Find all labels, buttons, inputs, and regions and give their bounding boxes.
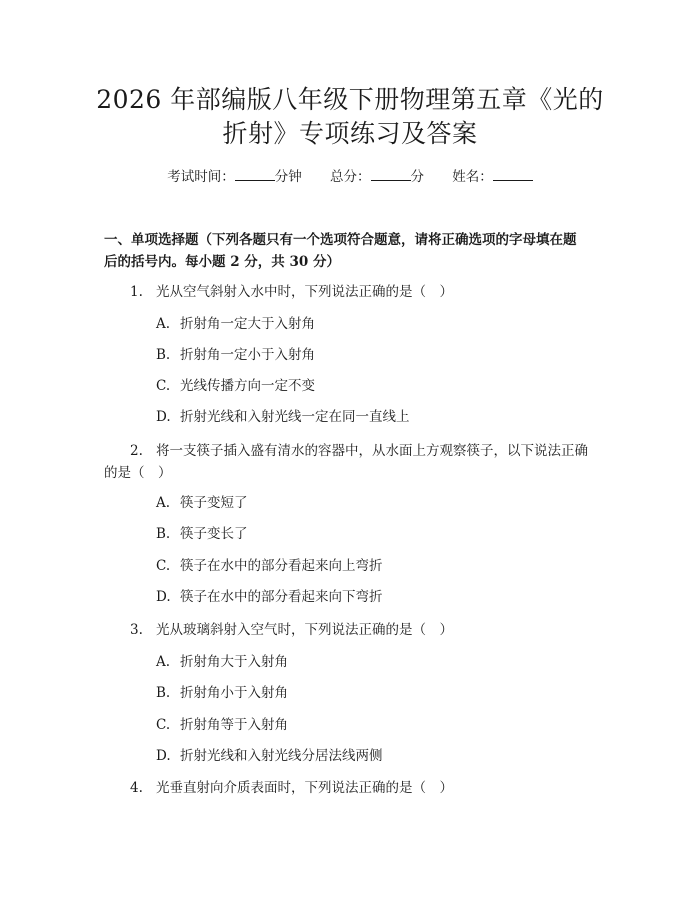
option-1b	[156, 344, 315, 366]
option-text: 筷子在水中的部分看起来向上弯折	[180, 558, 383, 574]
option-2a	[156, 492, 248, 514]
student-name	[452, 169, 533, 185]
option-text: 折射角大于入射角	[180, 654, 288, 670]
option-letter: B.	[156, 347, 171, 363]
option-text: 筷子变短了	[180, 495, 248, 511]
exam-time-label: 考试时间：	[167, 169, 235, 185]
option-letter: A.	[156, 654, 171, 670]
exam-time	[167, 169, 306, 185]
option-1c	[156, 375, 315, 397]
exam-meta	[0, 166, 700, 188]
question-number: 2.	[130, 443, 143, 459]
option-text: 折射角一定小于入射角	[180, 347, 315, 363]
question-number: 4.	[130, 780, 143, 796]
option-letter: C.	[156, 717, 171, 733]
option-letter: D.	[156, 748, 171, 764]
total-score-blank	[371, 166, 411, 181]
question-3	[0, 619, 700, 641]
total-score-unit: 分	[410, 169, 424, 185]
total-score-label: 总分：	[330, 169, 371, 185]
option-letter: B.	[156, 526, 171, 542]
option-3b	[156, 682, 288, 704]
exam-time-unit: 分钟	[274, 169, 302, 185]
option-text: 折射光线和入射光线一定在同一直线上	[180, 409, 410, 425]
option-text: 折射光线和入射光线分居法线两侧	[180, 748, 383, 764]
option-2b	[156, 523, 248, 545]
option-letter: D.	[156, 409, 171, 425]
question-4	[0, 777, 700, 799]
question-number: 3.	[130, 622, 143, 638]
option-2d	[156, 586, 383, 608]
student-name-blank	[493, 166, 533, 181]
student-name-label: 姓名：	[452, 169, 493, 185]
question-text-continued: 的是（ ）	[104, 465, 172, 481]
question-number: 1.	[130, 284, 143, 300]
option-text: 折射角等于入射角	[180, 717, 288, 733]
question-text: 光从空气斜射入水中时，下列说法正确的是（ ）	[156, 284, 453, 300]
section-heading-line-1: 一、单项选择题（下列各题只有一个选项符合题意，请将正确选项的字母填在题	[104, 232, 577, 248]
total-score	[330, 169, 428, 185]
document-title-line-1: 2026 年部编版八年级下册物理第五章《光的	[96, 85, 604, 114]
option-text: 筷子变长了	[180, 526, 248, 542]
option-3d	[156, 745, 383, 767]
option-text: 折射角小于入射角	[180, 685, 288, 701]
option-text: 折射角一定大于入射角	[180, 316, 315, 332]
document-title-line-2: 折射》专项练习及答案	[222, 119, 478, 148]
option-1d	[156, 406, 410, 428]
option-letter: D.	[156, 589, 171, 605]
option-3a	[156, 651, 288, 673]
option-letter: A.	[156, 316, 171, 332]
option-text: 光线传播方向一定不变	[180, 378, 315, 394]
option-2c	[156, 555, 383, 577]
question-text: 光垂直射向介质表面时，下列说法正确的是（ ）	[156, 780, 453, 796]
option-letter: C.	[156, 558, 171, 574]
option-3c	[156, 714, 288, 736]
option-1a	[156, 313, 315, 335]
question-text: 将一支筷子插入盛有清水的容器中，从水面上方观察筷子，以下说法正确	[156, 443, 588, 459]
option-letter: A.	[156, 495, 171, 511]
section-heading-line-2: 后的括号内。每小题 2 分，共 30 分）	[104, 254, 340, 270]
question-2-continued	[0, 462, 700, 484]
option-letter: C.	[156, 378, 171, 394]
option-letter: B.	[156, 685, 171, 701]
question-text: 光从玻璃斜射入空气时，下列说法正确的是（ ）	[156, 622, 453, 638]
question-1	[0, 281, 700, 303]
exam-time-blank	[235, 166, 275, 181]
option-text: 筷子在水中的部分看起来向下弯折	[180, 589, 383, 605]
question-2	[0, 440, 700, 462]
